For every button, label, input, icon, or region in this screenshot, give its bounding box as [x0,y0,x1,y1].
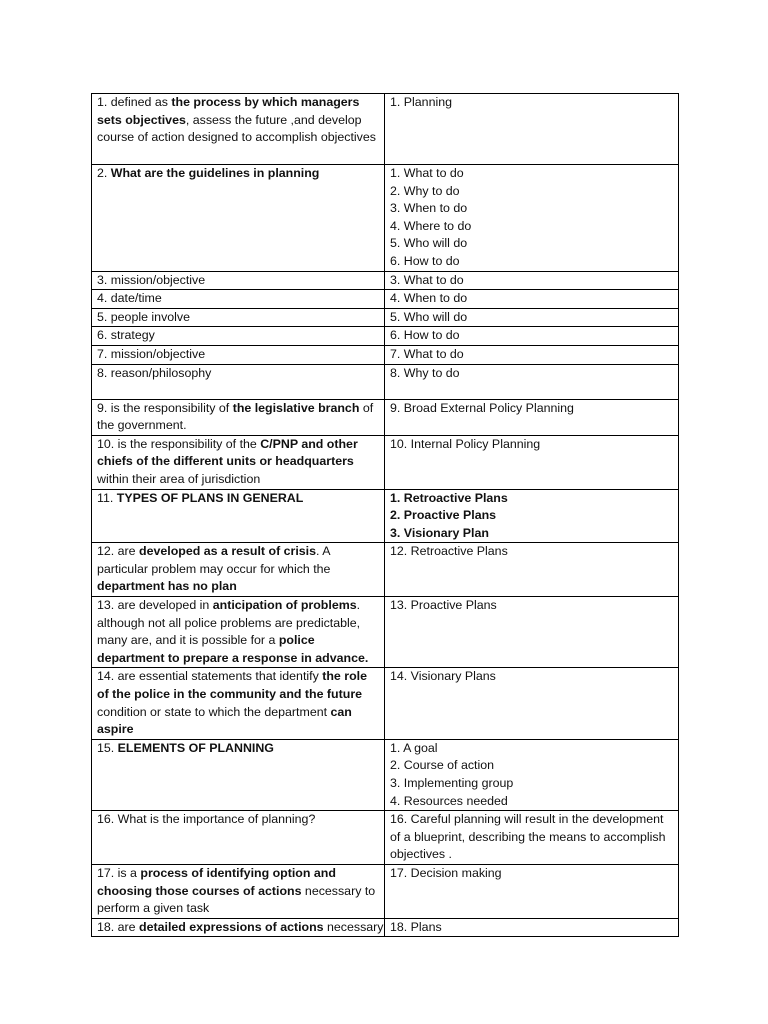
answer-line: 2. Why to do [390,183,460,198]
table-row [92,489,679,543]
answer-cell [385,739,679,810]
question-cell: 11. TYPES OF PLANS IN GENERAL [92,489,385,543]
answer-cell [385,811,679,865]
question-cell: 3. mission/objective [92,271,385,290]
table-row [92,435,679,489]
answer-cell [385,327,679,346]
answer-line: 6. How to do [390,253,460,268]
table-row [92,739,679,810]
answer-line: 3. What to do [390,272,464,287]
bold-phrase: anticipation of problems [212,598,357,613]
qa-table [91,93,679,937]
table-row [92,364,679,399]
answer-line: 5. Who will do [390,236,468,251]
answer-line: 3. Implementing group [390,776,514,790]
question-cell: 7. mission/objective [92,345,385,364]
table-row [92,918,679,937]
question-cell: 9. is the responsibility of the legislative branch of the government. [92,399,385,435]
question-cell: 5. people involve [92,308,385,327]
answer-line: 3. Visionary Plan [390,525,489,540]
table-row [92,94,679,165]
answer-line: 12. Retroactive Plans [390,544,508,559]
table-row [92,271,679,290]
question-cell: 2. What are the guidelines in planning [92,165,385,272]
answer-line: 4. Resources needed [390,793,508,808]
answer-cell [385,308,679,327]
bold-phrase: department has no plan [97,579,237,594]
question-cell: 18. are detailed expressions of actions necessary [92,918,385,937]
table-row [92,165,679,272]
answer-line: 2. Proactive Plans [390,508,497,523]
answer-line: 1. What to do [390,166,464,180]
answer-cell [385,345,679,364]
answer-cell [385,435,679,489]
answer-cell [385,271,679,290]
answer-cell [385,364,679,399]
answer-line: 14. Visionary Plans [390,669,496,684]
bold-phrase: detailed expressions of actions [139,919,324,934]
answer-line: 4. When to do [390,291,468,306]
answer-line: 4. Where to do [390,218,472,233]
answer-line: 17. Decision making [390,865,502,880]
bold-phrase: the role of the police in the community and the future [97,669,367,702]
answer-cell [385,489,679,543]
answer-line: 2. Course of action [390,758,495,773]
answer-line: 1. Planning [390,95,453,109]
table-row [92,308,679,327]
table-row [92,668,679,739]
table-row [92,811,679,865]
table-row [92,864,679,918]
answer-cell [385,399,679,435]
bold-phrase: TYPES OF PLANS IN GENERAL [116,490,304,505]
answer-cell [385,864,679,918]
bold-phrase: police department to prepare a response in advance. [97,633,369,665]
question-cell: 15. ELEMENTS OF PLANNING [92,739,385,810]
answer-text: 16. Careful planning will result in the development of a blueprint, describing the means to accomplish objectives . [390,812,666,862]
answer-line: 18. Plans [390,919,442,934]
bold-phrase: developed as a result of crisis [139,544,317,559]
table-row [92,543,679,597]
bold-phrase: the process by which managers sets objectives [97,95,360,127]
table-row [92,597,679,668]
answer-line: 1. Retroactive Plans [390,490,508,505]
answer-cell [385,290,679,309]
answer-line: 10. Internal Policy Planning [390,436,541,451]
answer-line: 1. A goal [390,740,438,755]
question-cell: 14. are essential statements that identify the role of the police in the community and the future condition or state to which the department can aspire [92,668,385,739]
answer-cell [385,918,679,937]
question-cell: 13. are developed in anticipation of problems. although not all police problems are predictable, many are, and it is possible for a police department to prepare a response in advance. [92,597,385,668]
question-cell: 12. are developed as a result of crisis. A particular problem may occur for which the department has no plan [92,543,385,597]
bold-phrase: process of identifying option and choosing those courses of actions [97,865,336,898]
answer-cell [385,597,679,668]
table-row [92,399,679,435]
table-row [92,327,679,346]
question-cell: 8. reason/philosophy [92,364,385,399]
question-cell: 10. is the responsibility of the C/PNP and other chiefs of the different units or headquarters within their area of jurisdiction [92,435,385,489]
answer-cell [385,543,679,597]
question-cell: 1. defined as the process by which managers sets objectives, assess the future ,and develop course of action designed to accomplish objectives [92,94,385,165]
question-cell: 6. strategy [92,327,385,346]
answer-cell [385,165,679,272]
question-cell: 4. date/time [92,290,385,309]
answer-cell [385,94,679,165]
answer-line: 3. When to do [390,201,468,216]
bold-phrase: C/PNP and other chiefs of the different units or headquarters [97,436,358,469]
answer-line: 13. Proactive Plans [390,598,497,613]
table-row [92,290,679,309]
answer-cell [385,668,679,739]
answer-line: 9. Broad External Policy Planning [390,400,574,415]
bold-phrase: can aspire [97,704,352,737]
answer-line: 6. How to do [390,328,460,343]
answer-line: 5. Who will do [390,309,468,324]
answer-line: 8. Why to do [390,365,460,380]
answer-line: 7. What to do [390,346,464,361]
question-cell: 16. What is the importance of planning? [92,811,385,865]
bold-phrase: the legislative branch [232,400,360,415]
bold-phrase: ELEMENTS OF PLANNING [117,740,274,755]
table-row [92,345,679,364]
question-cell: 17. is a process of identifying option and choosing those courses of actions necessary to perform a given task [92,864,385,918]
bold-phrase: What are the guidelines in planning [110,166,320,180]
